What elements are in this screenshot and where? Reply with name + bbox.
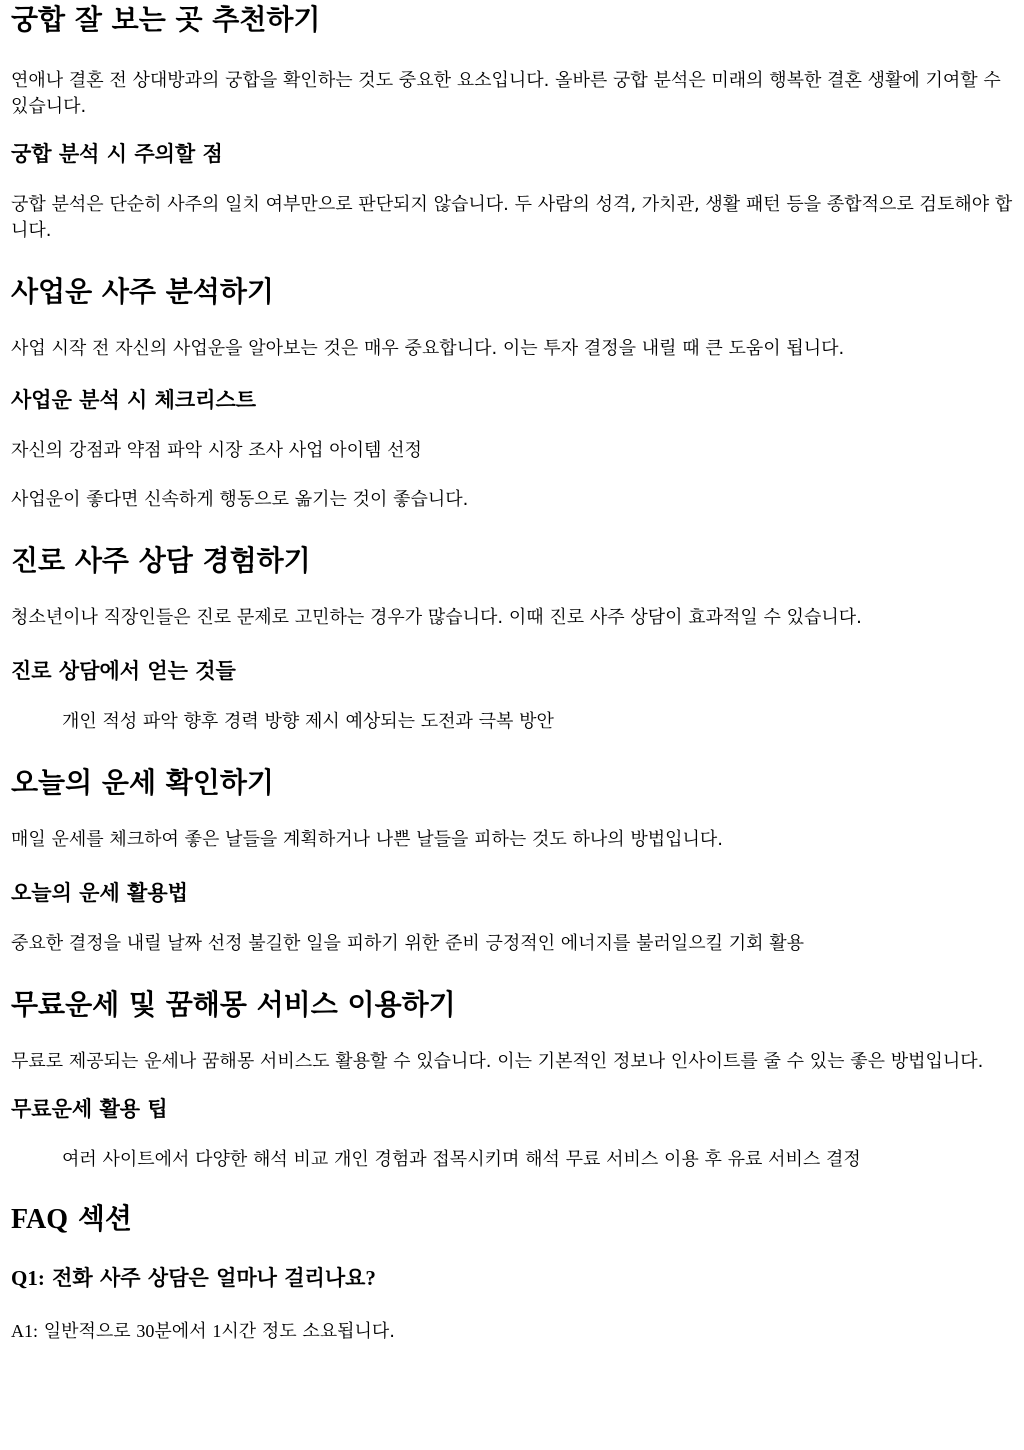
article xyxy=(0,2,1024,1345)
heading-today-fortune: 오늘의 운세 확인하기 xyxy=(11,766,274,799)
paragraph-career-intro: 청소년이나 직장인들은 진로 문제로 고민하는 경우가 많습니다. 이때 진로 사주 상담이 효과적일 수 있습니다. xyxy=(11,607,862,628)
faq-heading-korean: 섹션 xyxy=(77,1202,132,1235)
subheading-free-tips: 무료운세 활용 팁 xyxy=(11,1097,168,1121)
faq-a1-part1: 일반적으로 xyxy=(43,1321,131,1342)
paragraph-gunghap-notes: 궁합 분석은 단순히 사주의 일치 여부만으로 판단되지 않습니다. 두 사람의 성격, 가치관, 생활 패턴 등을 종합적으로 검토해야 합니다. xyxy=(11,194,1013,241)
faq-a1-num2: 1 xyxy=(212,1321,222,1341)
subheading-gunghap-notes: 궁합 분석 시 주의할 점 xyxy=(11,142,223,166)
paragraph-business-intro: 사업 시작 전 자신의 사업운을 알아보는 것은 매우 중요합니다. 이는 투자 결정을 내릴 때 큰 도움이 됩니다. xyxy=(11,338,845,359)
subheading-business-checklist: 사업운 분석 시 체크리스트 xyxy=(11,388,257,412)
subheading-career-gains: 진로 상담에서 얻는 것들 xyxy=(11,659,236,683)
heading-gunghap: 궁합 잘 보는 곳 추천하기 xyxy=(11,3,321,36)
faq-heading-latin: FAQ xyxy=(11,1204,69,1235)
heading-business: 사업운 사주 분석하기 xyxy=(11,275,274,308)
heading-free-fortune: 무료운세 및 꿈해몽 서비스 이용하기 xyxy=(11,988,456,1021)
faq-a1-part3: 시간 정도 소요됩니다. xyxy=(221,1321,395,1342)
paragraph-business-closing: 사업운이 좋다면 신속하게 행동으로 옮기는 것이 좋습니다. xyxy=(11,489,469,510)
paragraph-career-gains: 개인 적성 파악 향후 경력 방향 제시 예상되는 도전과 극복 방안 xyxy=(62,711,554,732)
heading-career: 진로 사주 상담 경험하기 xyxy=(11,544,311,577)
heading-faq xyxy=(11,1201,1016,1238)
faq-a1-num1: 30 xyxy=(136,1321,155,1341)
paragraph-today-intro: 매일 운세를 체크하여 좋은 날들을 계획하거나 나쁜 날들을 피하는 것도 하나의 방법입니다. xyxy=(11,829,724,850)
faq-answer-1 xyxy=(11,1318,1016,1345)
paragraph-free-intro: 무료로 제공되는 운세나 꿈해몽 서비스도 활용할 수 있습니다. 이는 기본적인 정보나 인사이트를 줄 수 있는 좋은 방법입니다. xyxy=(11,1051,984,1072)
faq-q1-prefix: Q1: xyxy=(11,1266,45,1290)
faq-a1-prefix: A1: xyxy=(11,1321,38,1341)
faq-question-1 xyxy=(11,1264,1016,1292)
paragraph-business-checklist: 자신의 강점과 약점 파악 시장 조사 사업 아이템 선정 xyxy=(11,440,422,461)
subheading-today-usage: 오늘의 운세 활용법 xyxy=(11,881,188,905)
paragraph-gunghap-intro: 연애나 결혼 전 상대방과의 궁합을 확인하는 것도 중요한 요소입니다. 올바른 궁합 분석은 미래의 행복한 결혼 생활에 기여할 수 있습니다. xyxy=(11,70,1001,117)
faq-q1-suffix: ? xyxy=(365,1266,376,1290)
faq-a1-part2: 분에서 xyxy=(154,1321,207,1342)
paragraph-today-usage: 중요한 결정을 내릴 날짜 선정 불길한 일을 피하기 위한 준비 긍정적인 에너지를 불러일으킬 기회 활용 xyxy=(11,933,805,954)
faq-q1-text: 전화 사주 상담은 얼마나 걸리나요 xyxy=(52,1266,366,1290)
paragraph-free-tips: 여러 사이트에서 다양한 해석 비교 개인 경험과 접목시키며 해석 무료 서비스 이용 후 유료 서비스 결정 xyxy=(62,1149,861,1170)
